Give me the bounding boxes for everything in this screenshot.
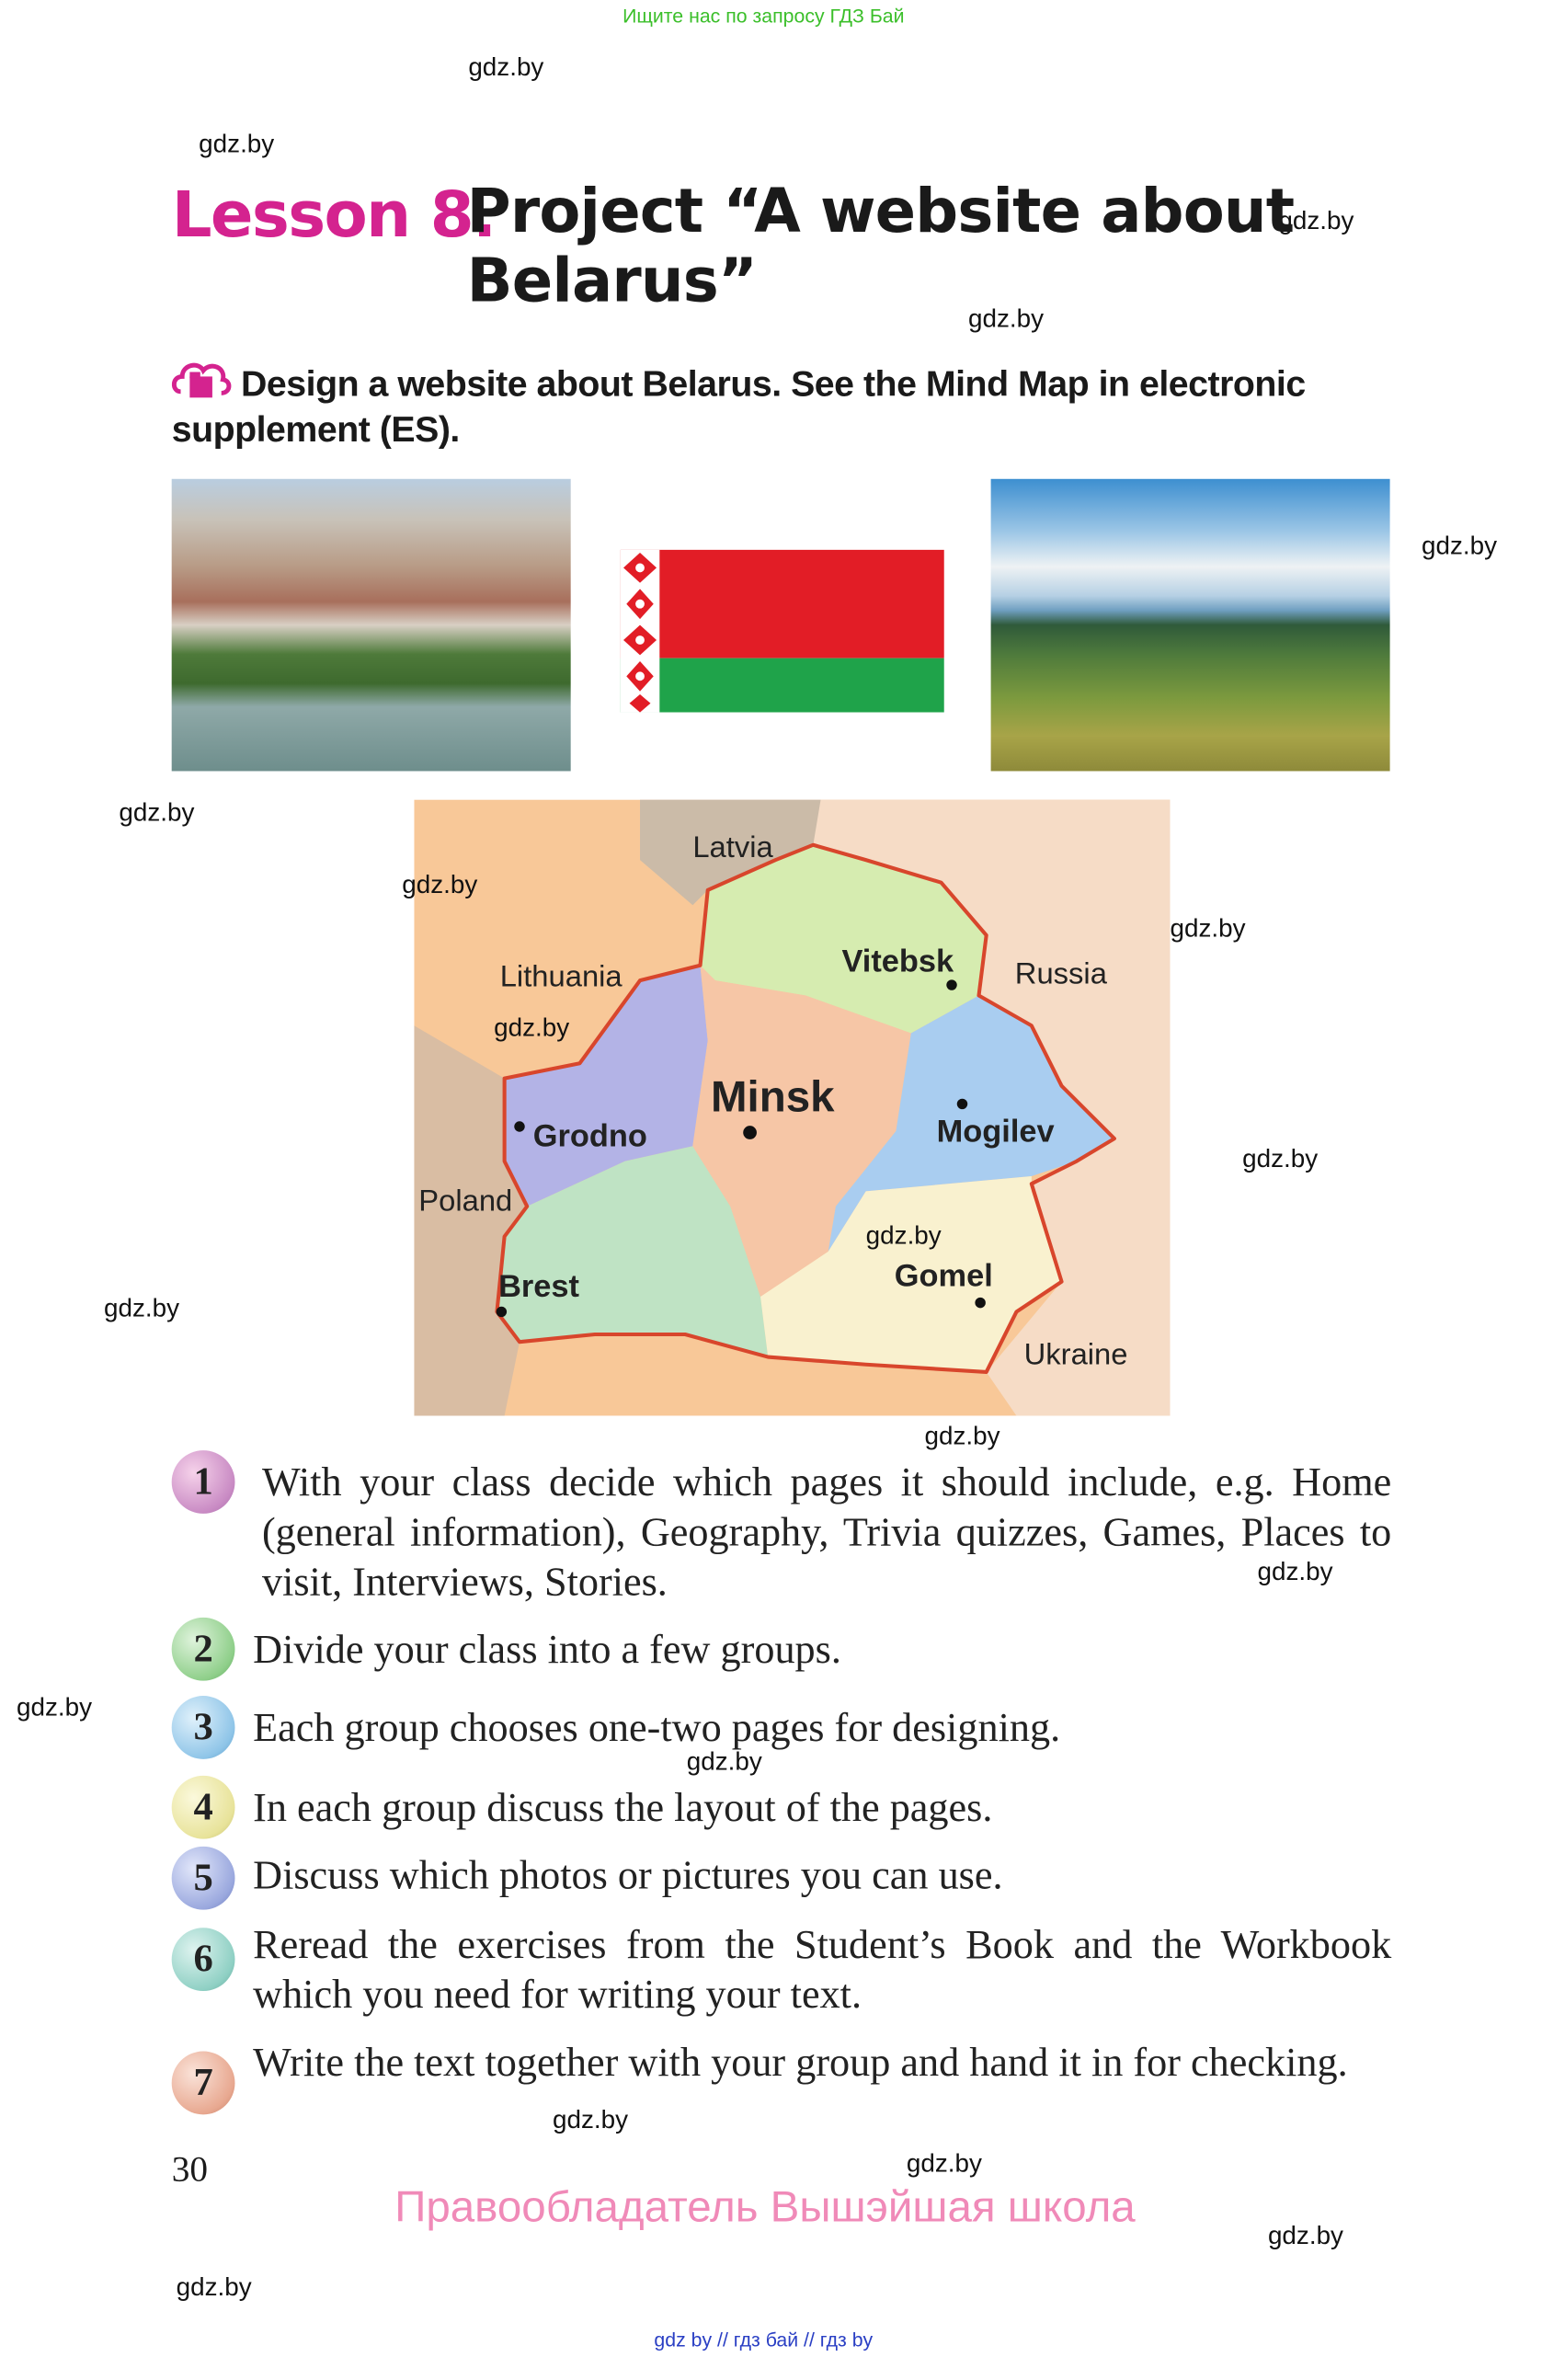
label-minsk: Minsk [710, 1072, 835, 1122]
task-number-badge: 6 [172, 1928, 235, 1991]
task-text: Discuss which photos or pictures you can use. [253, 1852, 1003, 1898]
watermark: gdz.by [924, 1421, 1000, 1451]
watermark: gdz.by [17, 1692, 93, 1722]
belarus-map [414, 800, 1170, 1416]
task-text: Write the text together with your group and hand it in for checking. [253, 2039, 1348, 2085]
watermark: gdz.by [1257, 1557, 1333, 1586]
task-number-badge: 2 [172, 1618, 235, 1681]
watermark: gdz.by [176, 2272, 252, 2302]
watermark: gdz.by [1278, 206, 1354, 235]
instruction-text: Design a website about Belarus. See the Mind Map in electronic supplement (ES). [171, 364, 1306, 451]
title-line-1: Project “A website about [466, 177, 1295, 247]
city-photo [172, 479, 571, 772]
task-number-badge: 7 [172, 2052, 235, 2115]
task-item [172, 1458, 1392, 1608]
label-ukraine: Ukraine [1023, 1336, 1128, 1371]
cloud-folder-icon [172, 355, 233, 395]
task-number-badge: 1 [172, 1450, 235, 1514]
watermark: gdz.by [494, 1013, 570, 1043]
watermark: gdz.by [199, 129, 275, 158]
task-text: Divide your class into a few groups. [253, 1626, 841, 1672]
belarus-flag [621, 550, 944, 713]
watermark: gdz.by [1267, 2221, 1343, 2250]
watermark: gdz.by [119, 797, 195, 828]
task-number-badge: 3 [172, 1696, 235, 1759]
watermark: gdz.by [968, 303, 1045, 333]
footer-links[interactable]: gdz by // гдз бай // гдз by [654, 2328, 874, 2351]
watermark: gdz.by [553, 2105, 629, 2134]
label-vitebsk: Vitebsk [841, 944, 954, 979]
label-mogilev: Mogilev [936, 1114, 1055, 1150]
copyright-notice: Правообладатель Вышэйшая школа [394, 2183, 1136, 2233]
page-title [467, 177, 1295, 316]
lesson-number: Lesson 8. [171, 177, 496, 252]
watermark: gdz.by [1242, 1144, 1319, 1173]
watermark: gdz.by [1421, 532, 1498, 561]
label-brest: Brest [498, 1269, 579, 1305]
task-text: Reread the exercises from the Student’s Book and the Workbook which you need for writing your text. [253, 1921, 1392, 2017]
watermark: gdz.by [865, 1221, 942, 1251]
label-lithuania: Lithuania [499, 958, 623, 993]
task-text: With your class decide which pages it should include, e.g. Home (general information), Geography, Trivia quizzes, Games, Places to visit, Interviews, Stories. [261, 1459, 1392, 1605]
title-line-2: Belarus” [466, 246, 758, 316]
task-number-badge: 4 [172, 1776, 235, 1839]
task-text: Each group chooses one-two pages for designing. [253, 1704, 1061, 1751]
task-text: In each group discuss the layout of the pages. [253, 1784, 993, 1830]
task-number-badge: 5 [172, 1847, 235, 1910]
label-grodno: Grodno [532, 1118, 647, 1154]
label-russia: Russia [1014, 955, 1107, 990]
label-gomel: Gomel [894, 1258, 993, 1294]
watermark: gdz.by [402, 870, 478, 899]
watermark: gdz.by [104, 1293, 180, 1322]
watermark: gdz.by [468, 52, 544, 82]
page-number: 30 [171, 2150, 209, 2191]
watermark: gdz.by [906, 2148, 982, 2179]
watermark: gdz.by [1170, 914, 1246, 944]
watermark: gdz.by [686, 1746, 762, 1776]
instruction [172, 355, 1399, 452]
label-poland: Poland [418, 1183, 513, 1218]
header-note: Ищите нас по запросу ГДЗ Бай [623, 4, 905, 28]
label-latvia: Latvia [692, 829, 773, 864]
landscape-photo [991, 479, 1390, 772]
